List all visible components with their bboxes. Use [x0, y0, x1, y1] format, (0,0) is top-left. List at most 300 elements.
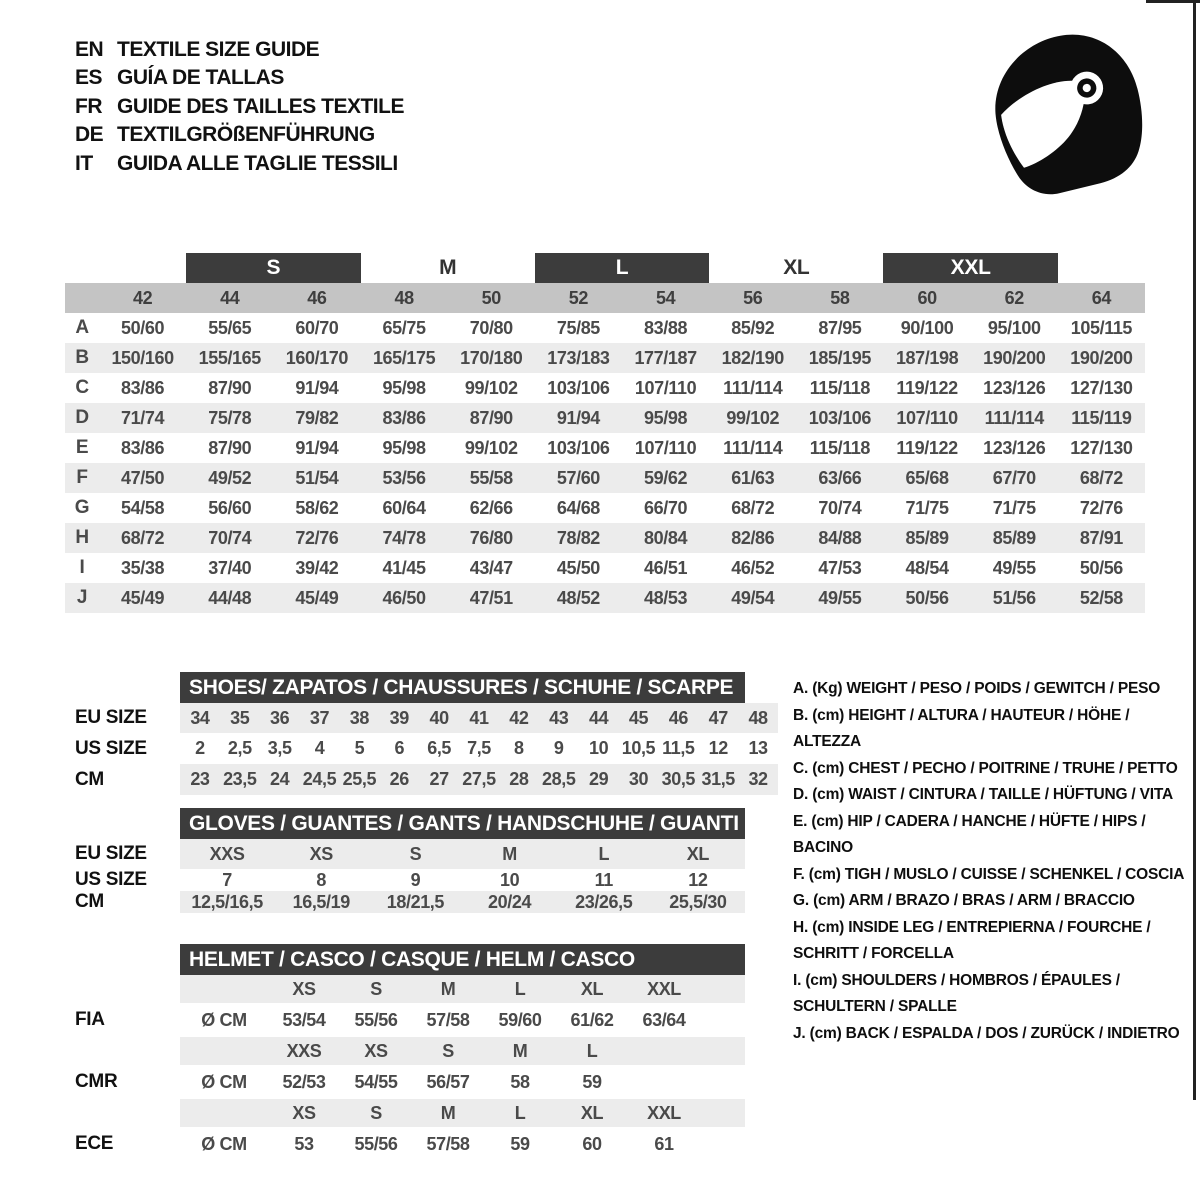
size-value: XS — [309, 843, 333, 864]
row-label: US SIZE — [75, 737, 147, 759]
size-value: 119/122 — [896, 437, 958, 458]
size-value: 63/66 — [818, 467, 862, 488]
size-value: 48/53 — [644, 587, 688, 608]
size-value: 23,5 — [223, 769, 257, 789]
size-value: 10,5 — [621, 738, 656, 758]
textile-size-table — [65, 253, 1145, 613]
size-value: 107/110 — [634, 437, 697, 458]
size-value: 119/122 — [896, 377, 958, 398]
size-value: 46 — [668, 707, 688, 728]
row-letter: C — [75, 377, 89, 398]
size-value: 115/119 — [1071, 407, 1132, 428]
size-value: 47/51 — [469, 587, 513, 608]
size-value: 45 — [628, 707, 649, 728]
size-value: 11,5 — [662, 738, 695, 758]
size-value: 50/56 — [1079, 557, 1123, 578]
size-value: 123/126 — [983, 377, 1046, 398]
helmet-size-label: M — [440, 1102, 456, 1123]
size-value: 60/64 — [382, 497, 426, 518]
size-value: 9 — [410, 869, 421, 890]
size-value: 103/106 — [547, 377, 610, 398]
size-value: 103/106 — [547, 437, 610, 458]
language-code: DE — [75, 123, 104, 147]
language-row — [75, 36, 404, 64]
row-label: EU SIZE — [75, 843, 147, 864]
size-value: 23/26,5 — [575, 891, 633, 912]
row-letter: D — [75, 407, 89, 428]
language-code: EN — [75, 38, 104, 61]
measurement-row — [65, 403, 1145, 433]
helmet-size-value: 55/56 — [354, 1133, 398, 1154]
helmet-size-header-row — [65, 1099, 745, 1127]
size-value: 95/98 — [382, 437, 426, 458]
legend-item: SCHRITT / FORCELLA — [793, 945, 954, 962]
size-value: 68/72 — [731, 497, 775, 518]
size-value: 18/21,5 — [386, 891, 445, 912]
size-value: 91/94 — [556, 407, 600, 428]
measurement-row — [65, 373, 1145, 403]
size-value: 64/68 — [556, 497, 600, 518]
size-column-header: 62 — [1004, 287, 1024, 308]
size-value: 160/170 — [285, 347, 349, 368]
helmet-size-value: 52/53 — [282, 1071, 326, 1092]
measure-row — [65, 764, 778, 795]
size-value: 47/50 — [121, 467, 165, 488]
measure-row — [65, 869, 745, 891]
size-value: 70/80 — [469, 317, 513, 338]
filler — [700, 1037, 745, 1065]
size-value: 43/47 — [469, 557, 513, 578]
size-value: 27,5 — [462, 769, 496, 789]
size-value: 11 — [594, 869, 613, 890]
helmet-value-row — [65, 1003, 745, 1037]
size-column-header: 44 — [220, 287, 240, 308]
size-value: 55/65 — [208, 317, 252, 338]
size-value: 48 — [748, 707, 768, 728]
size-value: 41/45 — [382, 557, 426, 578]
size-value: 52/58 — [1079, 587, 1123, 608]
size-value: 24 — [270, 769, 290, 789]
size-value: 190/200 — [1070, 347, 1133, 368]
filler — [700, 1065, 745, 1099]
size-value: 46/50 — [382, 587, 426, 608]
size-value: 59/62 — [644, 467, 688, 488]
measure-row — [65, 703, 778, 733]
size-value: 4 — [314, 738, 325, 758]
row-letter: I — [79, 557, 85, 578]
size-value: 74/78 — [382, 527, 426, 548]
row-label: CM — [75, 768, 104, 790]
helmet-size-label: XS — [364, 1040, 388, 1061]
size-value: 46/51 — [644, 557, 688, 578]
size-value: 6,5 — [427, 738, 452, 758]
size-value: 48/54 — [905, 557, 949, 578]
helmet-size-label: XL — [580, 1102, 604, 1123]
size-value: 182/190 — [721, 347, 784, 368]
size-value: 95/98 — [644, 407, 688, 428]
measure-row — [65, 733, 778, 764]
size-value: 187/198 — [895, 347, 959, 368]
size-value: 51/56 — [992, 587, 1036, 608]
size-value: 190/200 — [983, 347, 1046, 368]
size-value: L — [598, 843, 610, 864]
size-value: 83/88 — [644, 317, 688, 338]
measurement-row — [65, 313, 1145, 343]
shoes-table-title: SHOES/ ZAPATOS / CHAUSSURES / SCHUHE / SCARPE — [180, 672, 745, 703]
size-column-header: 48 — [394, 287, 414, 308]
filler — [700, 1003, 745, 1037]
measurement-legend — [793, 676, 1195, 1047]
size-value: 47 — [708, 707, 728, 728]
size-value: 12 — [708, 738, 728, 758]
helmet-size-label: XL — [580, 978, 604, 999]
helmet-size-value: 53 — [294, 1133, 314, 1154]
size-value: 16,5/19 — [292, 891, 350, 912]
size-column-header: 54 — [655, 287, 676, 308]
gloves-table-title: GLOVES / GUANTES / GANTS / HANDSCHUHE / GUANTI — [180, 808, 745, 839]
size-column-header: 60 — [917, 287, 937, 308]
helmet-value-row — [65, 1127, 745, 1161]
row-values — [180, 891, 745, 913]
size-value: 99/102 — [464, 437, 518, 458]
size-value: 41 — [469, 707, 489, 728]
size-value: 67/70 — [992, 467, 1036, 488]
size-group-row — [65, 253, 1145, 283]
helmet-values — [180, 1127, 745, 1161]
size-value: 87/90 — [208, 377, 252, 398]
helmet-size-header-row — [65, 1037, 745, 1065]
size-value: 50/60 — [121, 317, 165, 338]
size-value: 37/40 — [208, 557, 252, 578]
size-value: 95/100 — [987, 317, 1041, 338]
size-value: 99/102 — [464, 377, 518, 398]
size-value: 95/98 — [382, 377, 426, 398]
gloves-table — [65, 808, 745, 913]
corner-spacer — [65, 283, 99, 313]
size-value: 65/75 — [382, 317, 426, 338]
row-letter: B — [75, 347, 89, 368]
row-letter: F — [76, 467, 88, 488]
helmet-size-value: 59 — [582, 1071, 602, 1092]
row-letter: H — [75, 527, 89, 548]
size-value: 30 — [628, 769, 649, 789]
size-column-header: 42 — [132, 287, 153, 308]
size-value: 85/89 — [905, 527, 949, 548]
size-value: 35 — [230, 707, 250, 728]
size-value: 71/75 — [905, 497, 949, 518]
size-value: 68/72 — [121, 527, 165, 548]
legend-item: D. (cm) WAIST / CINTURA / TAILLE / HÜFTUNG / VITA — [793, 786, 1173, 803]
size-value: 26 — [389, 769, 409, 789]
size-value: 20/24 — [488, 891, 532, 912]
size-value: 66/70 — [644, 497, 688, 518]
legend-item: G. (cm) ARM / BRAZO / BRAS / ARM / BRACCIO — [793, 892, 1135, 909]
textile-table-body — [65, 313, 1145, 613]
size-value: 43 — [549, 707, 569, 728]
row-label-spacer — [65, 1099, 180, 1127]
size-value: 45/50 — [556, 557, 600, 578]
size-value: 47/53 — [818, 557, 862, 578]
size-value: XL — [686, 843, 709, 864]
size-value: 42 — [509, 707, 529, 728]
guide-title: GUÍA DE TALLAS — [117, 66, 284, 90]
size-value: 177/187 — [634, 347, 697, 368]
size-value: 27 — [429, 769, 449, 789]
size-value: 10 — [588, 738, 609, 758]
size-value: 12,5/16,5 — [191, 891, 263, 912]
size-value: 62/66 — [469, 497, 513, 518]
guide-title: GUIDA ALLE TAGLIE TESSILI — [117, 151, 398, 175]
size-value: 25,5 — [342, 769, 377, 789]
helmet-size-headers — [180, 1037, 745, 1065]
language-code: FR — [75, 94, 102, 118]
helmet-size-label: M — [512, 1040, 528, 1061]
size-value: 82/86 — [731, 527, 775, 548]
size-value: 46/52 — [731, 557, 775, 578]
size-value: 71/74 — [121, 407, 165, 428]
size-value: 91/94 — [295, 437, 339, 458]
language-code: IT — [75, 151, 93, 175]
size-value: 87/90 — [469, 407, 513, 428]
row-values — [180, 703, 778, 733]
size-value: 173/183 — [547, 347, 610, 368]
size-value: 185/195 — [808, 347, 872, 368]
size-value: 12 — [688, 869, 708, 890]
size-value: 24,5 — [302, 769, 337, 789]
size-value: 111/114 — [723, 377, 783, 398]
size-value: 90/100 — [900, 317, 954, 338]
measurement-row — [65, 463, 1145, 493]
size-column-header: 50 — [481, 287, 501, 308]
helmet-size-value: 56/57 — [426, 1071, 470, 1092]
row-label-spacer — [65, 1037, 180, 1065]
standard-label: ECE — [75, 1133, 114, 1154]
helmet-size-label: XS — [292, 978, 316, 999]
language-row — [75, 93, 404, 121]
size-value: 32 — [748, 769, 768, 789]
size-value: 9 — [553, 738, 564, 758]
size-value: XXS — [209, 843, 245, 864]
size-value: 25,5/30 — [669, 891, 727, 912]
language-row — [75, 64, 404, 92]
size-value: 38 — [349, 707, 369, 728]
size-value: 8 — [316, 869, 327, 890]
size-value: 53/56 — [382, 467, 426, 488]
measure-row — [65, 839, 745, 869]
language-row — [75, 121, 404, 149]
size-value: 40 — [429, 707, 449, 728]
row-letter: E — [75, 437, 89, 458]
legend-item: C. (cm) CHEST / PECHO / POITRINE / TRUHE / PETTO — [793, 759, 1178, 777]
measurement-row — [65, 493, 1145, 523]
size-value: 29 — [588, 769, 609, 789]
size-value: 91/94 — [295, 377, 339, 398]
size-value: 28 — [509, 769, 529, 789]
size-value: 8 — [514, 738, 524, 758]
size-column-header: 56 — [743, 287, 763, 308]
size-value: 115/118 — [809, 437, 871, 458]
size-column-header: 64 — [1091, 287, 1112, 308]
helmet-size-value: 61 — [654, 1133, 674, 1154]
helmet-size-value: 59/60 — [498, 1009, 542, 1030]
size-value: 7,5 — [467, 738, 491, 758]
helmet-size-value: 53/54 — [282, 1009, 326, 1030]
size-value: 71/75 — [992, 497, 1036, 518]
legend-item: J. (cm) BACK / ESPALDA / DOS / ZURÜCK / INDIETRO — [793, 1024, 1180, 1042]
size-value: 99/102 — [726, 407, 780, 428]
size-value: 80/84 — [644, 527, 688, 548]
helmet-size-label: S — [370, 1102, 382, 1123]
size-column-header: 46 — [307, 287, 327, 308]
size-value: 45/49 — [295, 587, 339, 608]
size-value: 155/165 — [198, 347, 261, 368]
size-group-m: M — [439, 256, 457, 279]
size-value: 55/58 — [469, 467, 513, 488]
helmet-size-value: 57/58 — [426, 1009, 470, 1030]
unit-label: Ø CM — [201, 1009, 247, 1030]
size-value: 72/76 — [295, 527, 339, 548]
size-value: 165/175 — [372, 347, 436, 368]
legend-item: B. (cm) HEIGHT / ALTURA / HAUTEUR / HÖHE / ALTEZZA — [793, 706, 1130, 750]
measurement-row — [65, 523, 1145, 553]
helmet-size-label: XS — [292, 1102, 316, 1123]
helmet-size-label: L — [514, 1102, 526, 1123]
size-value: 50/56 — [905, 587, 949, 608]
size-value: 51/54 — [295, 467, 339, 488]
measurement-row — [65, 433, 1145, 463]
helmet-size-label — [628, 1037, 700, 1065]
size-group-xl: XL — [783, 256, 810, 279]
size-value: 37 — [309, 707, 330, 728]
size-value: 13 — [748, 738, 768, 758]
size-value: 45/49 — [121, 587, 165, 608]
size-value: 35/38 — [121, 557, 165, 578]
measurement-row — [65, 553, 1145, 583]
size-group-xxl: XXL — [883, 253, 1057, 283]
size-value: 2,5 — [227, 738, 252, 758]
helmet-values — [180, 1003, 745, 1037]
helmet-size-value: 61/62 — [570, 1009, 614, 1030]
size-value: 6 — [394, 738, 405, 758]
size-value: 39/42 — [295, 557, 339, 578]
size-value: 111/114 — [723, 437, 783, 458]
helmet-size-label: S — [370, 978, 382, 999]
row-values — [180, 733, 778, 764]
helmet-table — [65, 944, 745, 1161]
guide-title: TEXTILE SIZE GUIDE — [117, 38, 320, 61]
helmet-size-value: 63/64 — [642, 1009, 686, 1030]
size-value: 10 — [499, 869, 520, 890]
size-value: 75/85 — [556, 317, 600, 338]
size-value: 127/130 — [1070, 377, 1133, 398]
size-value: S — [409, 843, 422, 864]
row-label: US SIZE — [75, 869, 147, 890]
helmet-size-value: 58 — [510, 1071, 530, 1092]
helmet-size-label: XXL — [647, 1102, 681, 1123]
size-value: 57/60 — [556, 467, 600, 488]
size-value: 56/60 — [208, 497, 252, 518]
row-values — [180, 764, 778, 795]
helmet-size-label: L — [514, 978, 526, 999]
size-value: 58/62 — [295, 497, 339, 518]
size-value: 54/58 — [121, 497, 165, 518]
legend-item: F. (cm) TIGH / MUSLO / CUISSE / SCHENKEL / COSCIA — [793, 865, 1185, 883]
size-value: 44/48 — [208, 587, 252, 608]
filler — [700, 975, 745, 1003]
standard-label: CMR — [75, 1071, 118, 1092]
size-value: 85/89 — [992, 527, 1036, 548]
unit-spacer — [180, 975, 268, 1003]
unit-spacer — [180, 1037, 268, 1065]
measure-row — [65, 891, 745, 913]
legend-item: E. (cm) HIP / CADERA / HANCHE / HÜFTE / HIPS / BACINO — [793, 812, 1146, 856]
size-value: 105/115 — [1070, 317, 1133, 338]
helmet-size-headers — [180, 975, 745, 1003]
size-value: 5 — [354, 738, 365, 758]
row-label: EU SIZE — [75, 707, 147, 728]
size-value: 83/86 — [121, 437, 165, 458]
size-value: 170/180 — [460, 347, 523, 368]
size-value: 34 — [190, 707, 210, 728]
size-column-header: 52 — [568, 287, 589, 308]
size-value: 76/80 — [469, 527, 513, 548]
row-values — [180, 869, 745, 891]
size-value: 48/52 — [556, 587, 600, 608]
shoes-table — [65, 672, 778, 795]
unit-label: Ø CM — [201, 1071, 247, 1092]
helmet-size-header-row — [65, 975, 745, 1003]
helmet-size-value: 60 — [582, 1133, 602, 1154]
helmet-size-headers — [180, 1099, 745, 1127]
size-value: M — [502, 843, 517, 864]
size-value: 49/52 — [208, 467, 252, 488]
legend-item: SCHULTERN / SPALLE — [793, 998, 957, 1015]
size-value: 39 — [389, 707, 409, 728]
helmet-size-value: 57/58 — [426, 1133, 470, 1154]
helmet-size-label: L — [586, 1040, 598, 1061]
size-group-l: L — [535, 253, 709, 283]
size-value: 79/82 — [295, 407, 339, 428]
size-value: 115/118 — [809, 377, 871, 398]
size-value: 49/55 — [992, 557, 1036, 578]
size-value: 68/72 — [1079, 467, 1123, 488]
unit-label: Ø CM — [201, 1133, 247, 1154]
row-label: CM — [75, 891, 104, 912]
filler — [700, 1099, 745, 1127]
size-value: 87/95 — [818, 317, 862, 338]
size-value: 83/86 — [121, 377, 165, 398]
size-value: 103/106 — [808, 407, 872, 428]
size-value: 49/55 — [818, 587, 862, 608]
size-group-s: S — [186, 253, 360, 283]
size-value: 78/82 — [556, 527, 600, 548]
legend-item: A. (Kg) WEIGHT / PESO / POIDS / GEWITCH / PESO — [793, 680, 1161, 697]
size-value: 107/110 — [634, 377, 697, 398]
size-value: 44 — [588, 707, 609, 728]
size-value: 123/126 — [983, 437, 1046, 458]
right-border-line — [1193, 0, 1196, 1100]
filler — [700, 1127, 745, 1161]
standard-label: FIA — [75, 1009, 105, 1030]
size-value: 7 — [222, 869, 232, 890]
size-value: 75/78 — [208, 407, 252, 428]
size-value: 111/114 — [984, 407, 1044, 428]
helmet-size-label: XXS — [286, 1040, 322, 1061]
guide-title: TEXTILGRÖßENFÜHRUNG — [117, 123, 375, 147]
numeric-size-header-row — [65, 283, 1145, 313]
size-value: 49/54 — [731, 587, 775, 608]
size-value: 60/70 — [295, 317, 339, 338]
